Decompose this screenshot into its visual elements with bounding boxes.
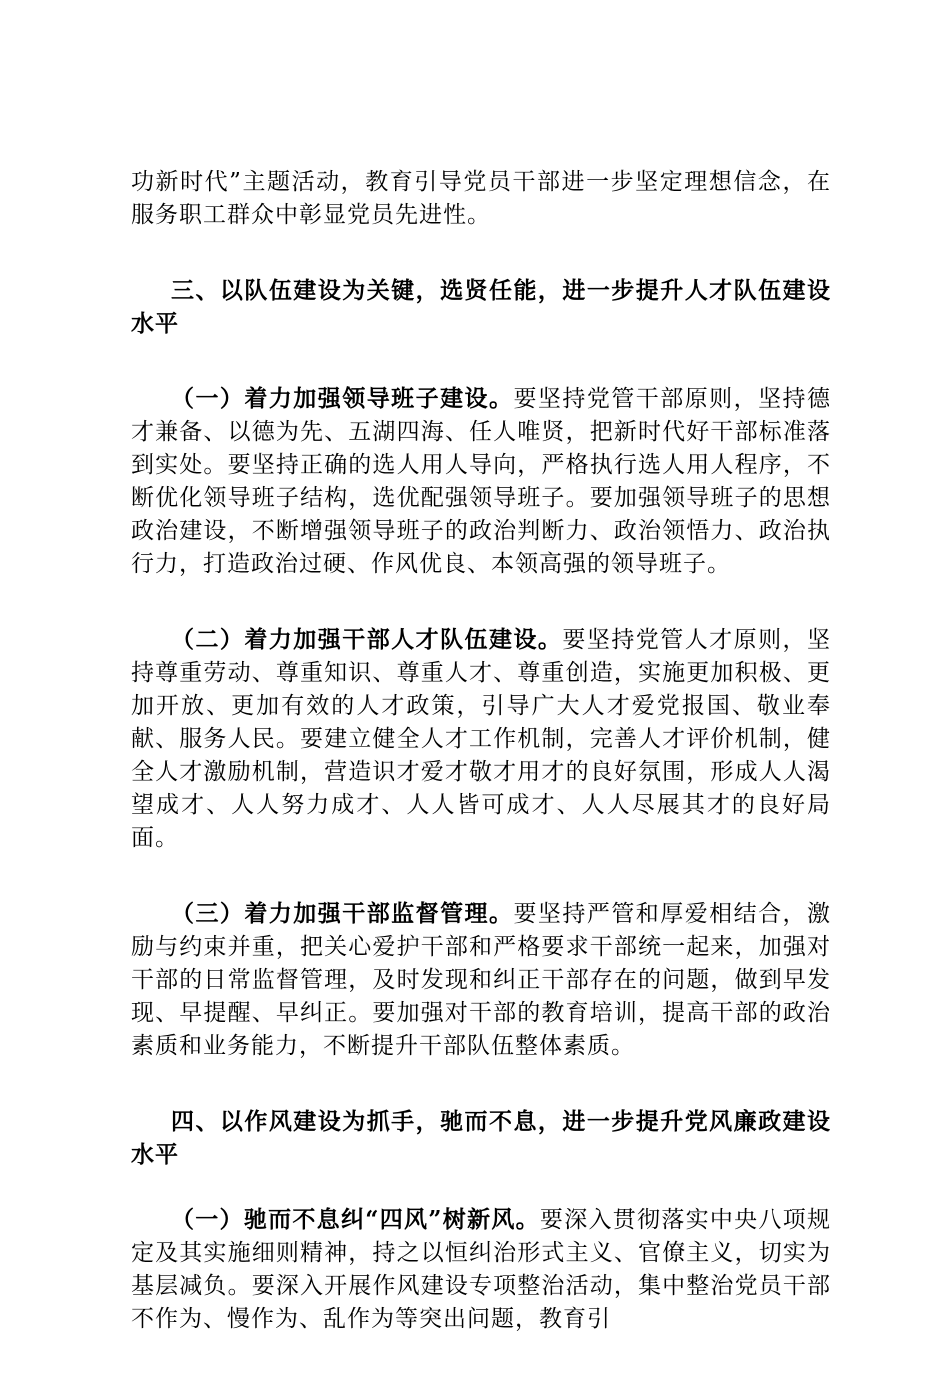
item-text: 要坚持党管人才原则，坚持尊重劳动、尊重知识、尊重人才、尊重创造，实施更加积极、更加开放、更加有效的人才政策，引导广大人才爱党报国、敬业奉献、服务人民。要建立健全人才工作机制，完善人才评价机制，健全人才激励机制，营造识才爱才敬才用才的良好氛围，形成人人渴望成才、人人努力成才、人人皆可成才、人人尽展其才的良好局面。 [131, 627, 832, 851]
section-4-item-1 [131, 1203, 831, 1336]
section-3-item-3 [131, 897, 831, 1063]
document-body [131, 166, 831, 1378]
section-3-item-2 [131, 623, 831, 855]
section-4-heading: 四、以作风建设为抓手，驰而不息，进一步提升党风廉政建设水平 [131, 1108, 831, 1168]
section-3-heading: 三、以队伍建设为关键，选贤任能，进一步提升人才队伍建设水平 [131, 277, 831, 337]
item-text: 要坚持党管干部原则，坚持德才兼备、以德为先、五湖四海、任人唯贤，把新时代好干部标准落到实处。要坚持正确的选人用人导向，严格执行选人用人程序，不断优化领导班子结构，选优配强领导班子。要加强领导班子的思想政治建设，不断增强领导班子的政治判断力、政治领悟力、政治执行力，打造政治过硬、作风优良、本领高强的领导班子。 [131, 386, 832, 577]
section-3-item-1 [131, 382, 831, 581]
item-lead: （二）着力加强干部人才队伍建设。 [171, 626, 563, 653]
item-text: 要深入贯彻落实中央八项规定及其实施细则精神，持之以恒纠治形式主义、官僚主义，切实为基层减负。要深入开展作风建设专项整治活动，集中整治党员干部不作为、慢作为、乱作为等突出问题，教育引 [131, 1207, 831, 1332]
item-lead: （三）着力加强干部监督管理。 [171, 900, 514, 927]
item-text: 要坚持严管和厚爱相结合，激励与约束并重，把关心爱护干部和严格要求干部统一起来，加强对干部的日常监督管理，及时发现和纠正干部存在的问题，做到早发现、早提醒、早纠正。要加强对干部的教育培训，提高干部的政治素质和业务能力，不断提升干部队伍整体素质。 [131, 901, 832, 1059]
item-lead: （一）着力加强领导班子建设。 [171, 385, 514, 412]
continuation-paragraph: 功新时代”主题活动，教育引导党员干部进一步坚定理想信念，在服务职工群众中彰显党员先进性。 [131, 169, 831, 228]
item-lead: （一）驰而不息纠“四风”树新风。 [171, 1206, 540, 1233]
